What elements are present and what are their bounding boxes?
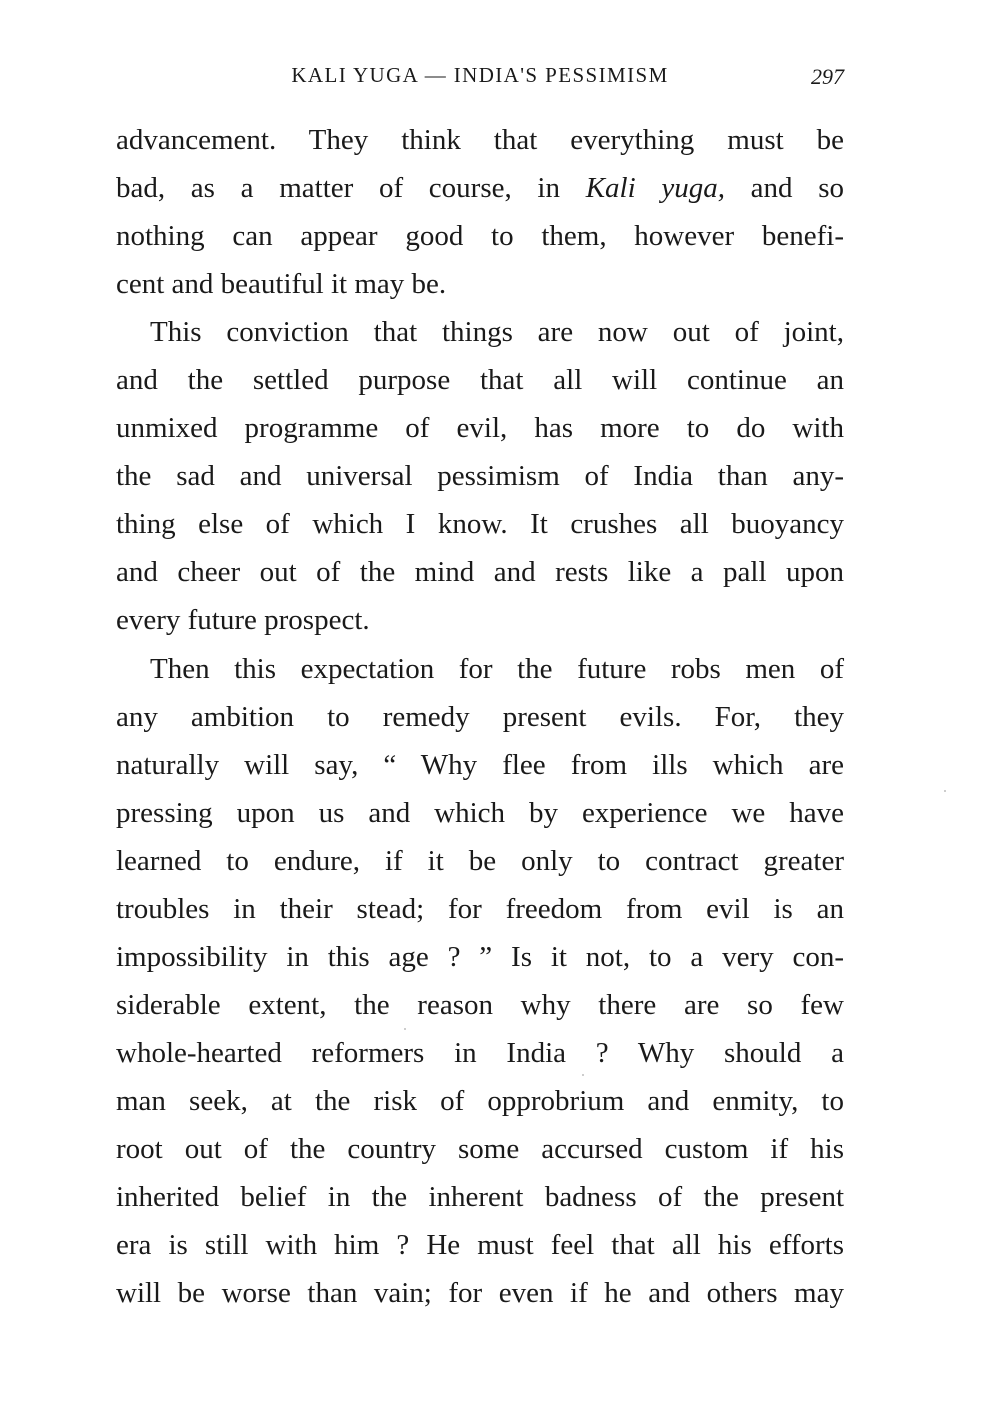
- running-head: [116, 60, 844, 90]
- text-line: pressing upon us and which by experience we have: [116, 796, 844, 829]
- paragraph-1: [116, 116, 844, 308]
- text-line: man seek, at the risk of opprobrium and enmity, to: [116, 1084, 844, 1117]
- text-run: and so: [750, 172, 844, 205]
- text-line: the sad and universal pessimism of India than any-: [116, 460, 844, 493]
- text-line: This conviction that things are now out of joint,: [150, 316, 844, 349]
- text-line: inherited belief in the inherent badness of the present: [116, 1181, 844, 1214]
- text-line: advancement. They think that everything must be: [116, 124, 844, 156]
- text-line: nothing can appear good to them, however benefi-: [116, 220, 844, 253]
- text-line: learned to endure, if it be only to contract greater: [116, 844, 844, 877]
- text-line: era is still with him ? He must feel that all his efforts: [116, 1229, 844, 1262]
- paper-speck: [582, 1074, 584, 1076]
- page-number: 297: [811, 64, 844, 89]
- running-title: KALI YUGA — INDIA'S PESSIMISM: [291, 63, 669, 87]
- text-line: every future prospect.: [116, 604, 370, 637]
- text-line: siderable extent, the reason why there are so few: [116, 988, 844, 1021]
- text-line: unmixed programme of evil, has more to do with: [116, 412, 844, 445]
- text-line: naturally will say, “ Why flee from ills which are: [116, 748, 844, 781]
- text-line: and the settled purpose that all will continue an: [116, 364, 844, 397]
- text-line: cent and beautiful it may be.: [116, 268, 447, 301]
- text-line: Then this expectation for the future robs men of: [150, 652, 844, 685]
- text-line: impossibility in this age ? ” Is it not, to a very con-: [116, 940, 844, 973]
- text-line: thing else of which I know. It crushes all buoyancy: [116, 508, 844, 541]
- text-line: will be worse than vain; for even if he and others may: [116, 1277, 844, 1310]
- paragraph-2: [116, 308, 844, 644]
- text-line: root out of the country some accursed custom if his: [116, 1132, 844, 1165]
- text-run: bad, as a matter of course, in: [116, 172, 560, 205]
- paragraph-3: [116, 645, 844, 1318]
- paper-speck: [944, 790, 946, 792]
- text-line: troubles in their stead; for freedom from evil is an: [116, 892, 844, 925]
- text-line: [116, 164, 844, 212]
- italic-term: Kali yuga,: [585, 172, 725, 205]
- body-text: [116, 116, 844, 1317]
- text-line: any ambition to remedy present evils. For, they: [116, 700, 844, 733]
- text-line: whole-hearted reformers in India ? Why should a: [116, 1036, 844, 1069]
- text-line: and cheer out of the mind and rests like a pall upon: [116, 556, 844, 589]
- paper-speck: [404, 1028, 406, 1030]
